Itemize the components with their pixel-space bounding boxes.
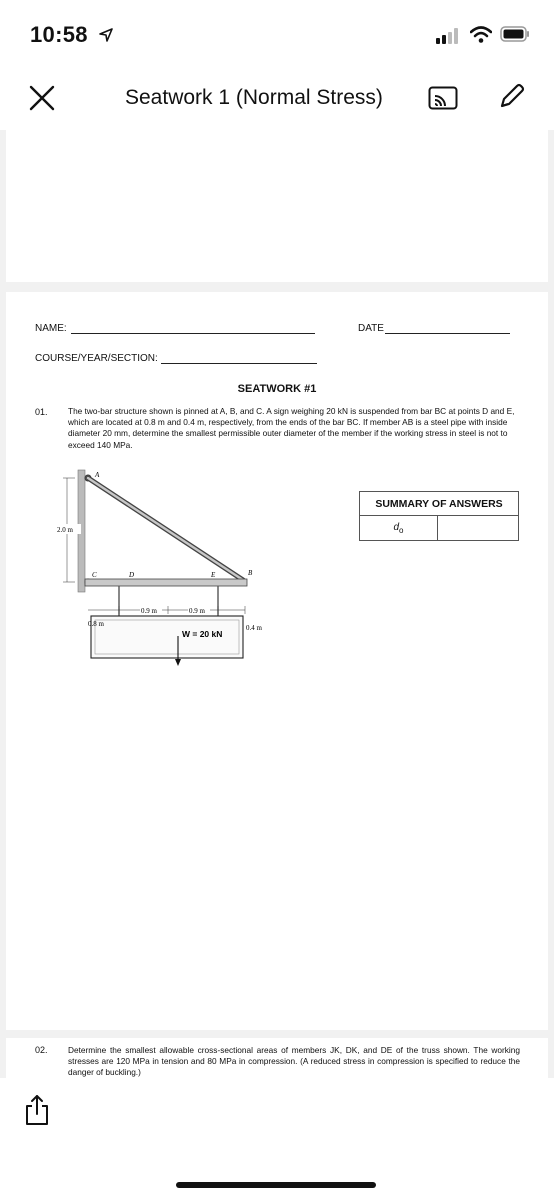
- pencil-icon[interactable]: [496, 82, 526, 112]
- question-1-number: 01.: [35, 407, 48, 417]
- name-label: NAME:: [35, 323, 67, 334]
- summary-row-label: $d_o$: [360, 516, 438, 541]
- date-line: [385, 333, 510, 334]
- question-1-text: The two-bar structure shown is pinned at A, B, and C. A sign weighing 20 kN is suspended from bar BC at points D and E, which are located at 0.8 m and 0.4 m, respectively, from the ends of the bar BC. If member AB is a steel pipe with inside diameter 20 mm, determine the smallest permissible outer diameter of the member if the working stress in steel is not to exceed 140 MPa.: [68, 406, 515, 450]
- home-indicator[interactable]: [176, 1182, 376, 1188]
- share-icon[interactable]: [24, 1094, 50, 1126]
- dim-09a-label: 0.9 m: [141, 607, 157, 615]
- cast-icon[interactable]: [428, 86, 458, 110]
- app-header: [0, 70, 554, 130]
- bottom-toolbar: [0, 1078, 554, 1200]
- two-bar-structure-diagram: [55, 468, 270, 668]
- document-page-previous: [6, 130, 548, 282]
- close-icon[interactable]: [28, 84, 56, 112]
- clock: 10:58: [30, 22, 88, 47]
- location-arrow-icon: [99, 28, 113, 42]
- dim-04-label: 0.4 m: [246, 624, 262, 632]
- label-b: B: [248, 569, 253, 577]
- label-c: C: [92, 571, 97, 579]
- course-line: [161, 363, 317, 364]
- name-line: [71, 333, 315, 334]
- status-bar: [0, 0, 554, 70]
- label-d: D: [129, 571, 135, 579]
- question-2-number: 02.: [35, 1045, 48, 1055]
- seatwork-heading: SEATWORK #1: [237, 383, 317, 395]
- bar-bc: [85, 579, 247, 586]
- summary-answer-cell[interactable]: [438, 516, 519, 541]
- load-label: W = 20 kN: [182, 629, 223, 639]
- course-label: COURSE/YEAR/SECTION:: [35, 353, 158, 364]
- question-2-text: Determine the smallest allowable cross-sectional areas of members JK, DK, and DE of the truss shown. The working stresses are 120 MPa in tension and 80 MPa in compression. (A reduced stress in compression is specified to reduce the danger of buckling.): [68, 1045, 520, 1078]
- cellular-signal-icon: [436, 28, 460, 44]
- dim-09b-label: 0.9 m: [189, 607, 205, 615]
- label-a: A: [95, 471, 100, 479]
- summary-title: SUMMARY OF ANSWERS: [360, 492, 519, 516]
- dim-08-label: 0.8 m: [88, 620, 104, 628]
- wifi-icon: [470, 26, 492, 44]
- label-e: E: [211, 571, 216, 579]
- page-title: Seatwork 1 (Normal Stress): [125, 86, 383, 109]
- summary-table: [359, 491, 519, 541]
- dim-height-label: 2.0 m: [57, 526, 73, 534]
- battery-icon: [500, 26, 530, 42]
- date-label: DATE: [358, 323, 384, 334]
